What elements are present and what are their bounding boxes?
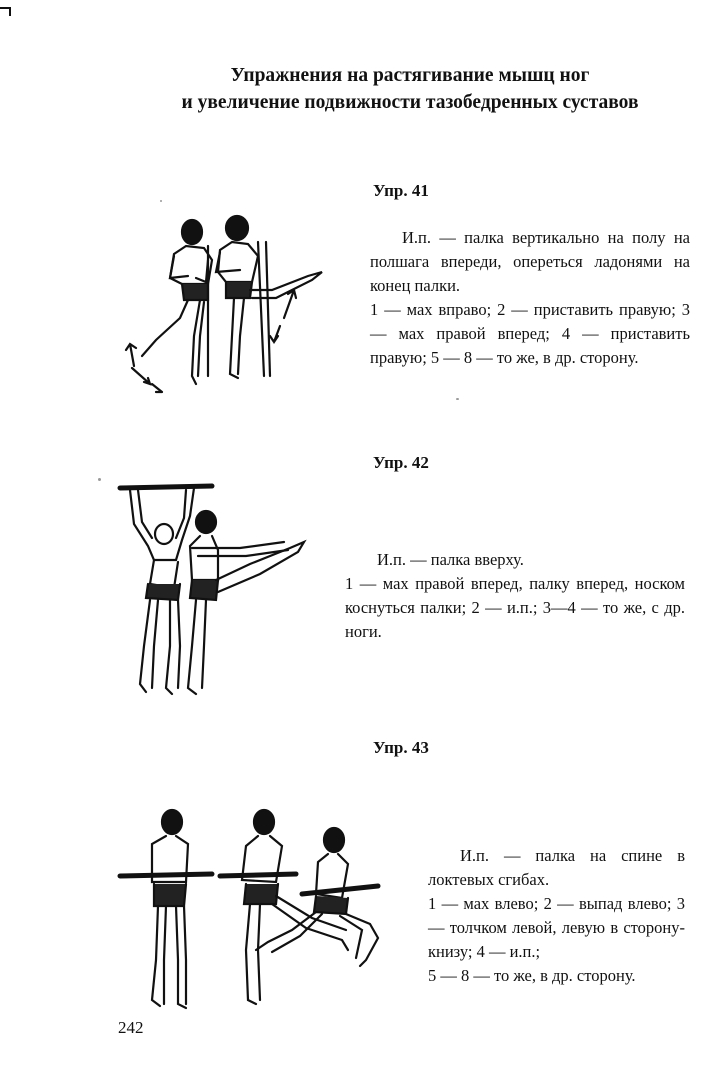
- exercise-43-start-position: И.п. — палка на спине в локтевых сгибах.: [428, 846, 685, 889]
- exercise-42-text: [345, 548, 685, 644]
- page-number: 242: [118, 1018, 144, 1037]
- print-speck: [160, 200, 162, 202]
- exercise-41-text: [370, 226, 690, 370]
- print-speck: [456, 398, 459, 400]
- exercise-42-heading: Упр. 42: [373, 453, 429, 472]
- exercise-41-steps: 1 — мах вправо; 2 — приставить правую; 3 — мах правой вперед; 4 — приставить правую; 5 — 8 — то же, в др. сторону.: [370, 300, 690, 367]
- section-title: [100, 62, 720, 116]
- exercise-43-steps: 1 — мах влево; 2 — выпад влево; 3 — толчком левой, левую в сторону-книзу; 4 — и.п.;: [428, 894, 685, 961]
- figures-stick-overhead-leg-swing-icon: [100, 476, 315, 708]
- exercise-43-figure: [116, 800, 396, 1012]
- section-title-line-1: Упражнения на растягивание мышц ног: [230, 65, 590, 86]
- print-speck: [98, 478, 101, 481]
- exercise-43-heading: Упр. 43: [373, 738, 429, 757]
- exercise-41-figure: [112, 206, 327, 398]
- exercise-43-text: [428, 844, 685, 988]
- exercise-42-steps: 1 — мах правой вперед, палку вперед, носком коснуться палки; 2 — и.п.; 3—4 — то же, с др. ноги.: [345, 574, 685, 641]
- exercise-41-start-position: И.п. — палка вертикально на полу на полшага впереди, опереться ладонями на конец палки.: [370, 228, 690, 295]
- exercise-42-start-position: И.п. — палка вверху.: [377, 550, 524, 569]
- exercise-42-figure: [100, 476, 315, 708]
- figures-stick-behind-back-lunge-icon: [116, 800, 396, 1012]
- section-title-line-2: и увеличение подвижности тазобедренных суставов: [181, 92, 639, 113]
- exercise-41-heading: Упр. 41: [373, 181, 429, 200]
- figures-leg-swing-with-vertical-stick-icon: [112, 206, 327, 398]
- exercise-43-repeat: 5 — 8 — то же, в др. сторону.: [428, 966, 636, 985]
- corner-mark: [0, 0, 14, 16]
